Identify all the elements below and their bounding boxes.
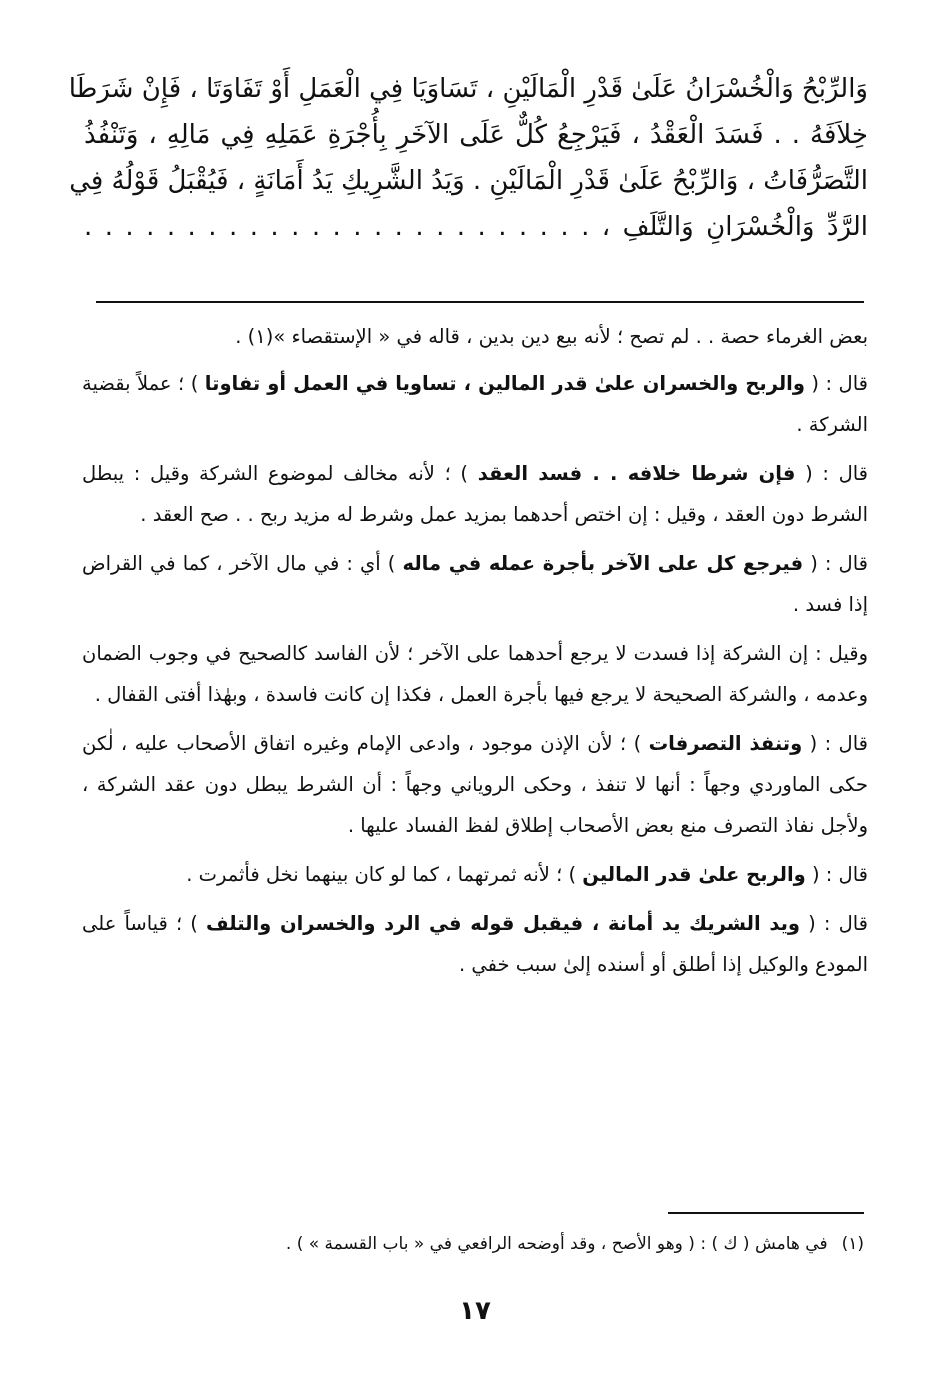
matn-line: وَالرِّبْحُ وَالْخُسْرَانُ عَلَىٰ قَدْرِ الْمَالَيْنِ ، تَسَاوَيَا فِي الْعَمَلِ أَوْ تَفَاوَتَا ، فَإِنْ شَرَطَا [68,74,868,104]
quoted-matn: فإن شرطا خلافه . . فسد العقد [477,462,796,485]
footnote-number: (١) [841,1234,864,1254]
commentary-paragraph [82,543,868,625]
quoted-matn: وتنفذ التصرفات [648,732,803,755]
quoted-matn: فيرجع كل على الآخر بأجرة عمله في ماله [402,552,804,575]
footnote-text: في هامش ( ك ) : ( وهو الأصح ، وقد أوضحه الرافعي في « باب القسمة » ) . [285,1234,828,1254]
paragraph-text: قال : ( [795,462,868,485]
paragraph-text: قال : ( [803,552,868,575]
paragraph-text: وقيل : إن الشركة إذا فسدت لا يرجع أحدهما على الآخر ؛ لأن الفاسد كالصحيح في وجوب الضمان وعدمه ، والشركة الصحيحة لا يرجع فيها بأجرة العمل ، فكذا إن كانت فاسدة ، وبهٰذا أفتى القفال . [82,642,868,706]
commentary-paragraph [82,316,868,357]
commentary-paragraph [82,903,868,985]
paragraph-text: قال : ( [805,863,868,886]
quoted-matn: والربح والخسران علىٰ قدر المالين ، تساويا في العمل أو تفاوتا [204,372,805,395]
matn-line: خِلاَفَهُ . . فَسَدَ الْعَقْدُ ، فَيَرْجِعُ كُلٌّ عَلَى الآخَرِ بِأُجْرَةِ عَمَلِهِ فِي مَالِهِ ، وَتَنْفُذُ [84,120,868,150]
commentary-block [82,316,868,993]
commentary-paragraph [82,363,868,445]
paragraph-text: قال : ( [804,372,868,395]
paragraph-text: قال : ( [800,912,868,935]
matn-line: الرَّدِّ وَالْخُسْرَانِ وَالتَّلَفِ ، . . . . . . . . . . . . . . . . . . . . . . . . . [84,212,868,242]
paragraph-text: ) ؛ لأن الإذن موجود ، وادعى الإمام وغيره اتفاق الأصحاب عليه ، لٰكن حكى الماوردي وجهاً : أنها لا تنفذ ، وحكى الروياني وجهاً : أن الشرط يبطل دون عقد الشركة ، ولأجل نفاذ التصرف منع بعض الأصحاب إطلاق لفظ الفساد عليها . [82,732,868,837]
paragraph-text: ) أي : في مال الآخر ، كما في القراض إذا فسد . [82,552,868,616]
quoted-matn: والربح علىٰ قدر المالين [582,863,806,886]
paragraph-text: ) ؛ قياساً على المودع والوكيل إذا أطلق أو أسنده إلىٰ سبب خفي . [82,912,868,976]
paragraph-text: ) ؛ لأنه ثمرتهما ، كما لو كان بينهما نخل فأثمرت . [186,863,583,886]
commentary-paragraph [82,453,868,535]
paragraph-text: (١) . [235,325,274,348]
paragraph-text: ) ؛ عملاً بقضية الشركة . [82,372,868,436]
footnote [200,1229,864,1259]
quoted-matn: ويد الشريك يد أمانة ، فيقبل قوله في الرد والخسران والتلف [206,912,801,935]
paragraph-text: قال : ( [802,732,868,755]
paragraph-text: ) ؛ لأنه مخالف لموضوع الشركة وقيل : يبطل الشرط دون العقد ، وقيل : إن اختص أحدهما بمزيد عمل وشرط له مزيد ربح . . صح العقد . [82,462,868,526]
commentary-paragraph [82,723,868,846]
commentary-paragraph [82,854,868,895]
matn-text-block [68,66,868,250]
matn-line: التَّصَرُّفَاتُ ، وَالرِّبْحُ عَلَىٰ قَدْرِ الْمَالَيْنِ . وَيَدُ الشَّرِيكِ يَدُ أَمَانَةٍ ، فَيُقْبَلُ قَوْلُهُ فِي [69,166,868,196]
commentary-paragraph [82,633,868,715]
footnote-divider [668,1212,864,1214]
paragraph-text: بعض الغرماء حصة . . لم تصح ؛ لأنه بيع دين بدين ، قاله في « الإستقصاء » [273,325,868,348]
section-divider [96,301,864,303]
page-number: ١٧ [459,1296,491,1326]
